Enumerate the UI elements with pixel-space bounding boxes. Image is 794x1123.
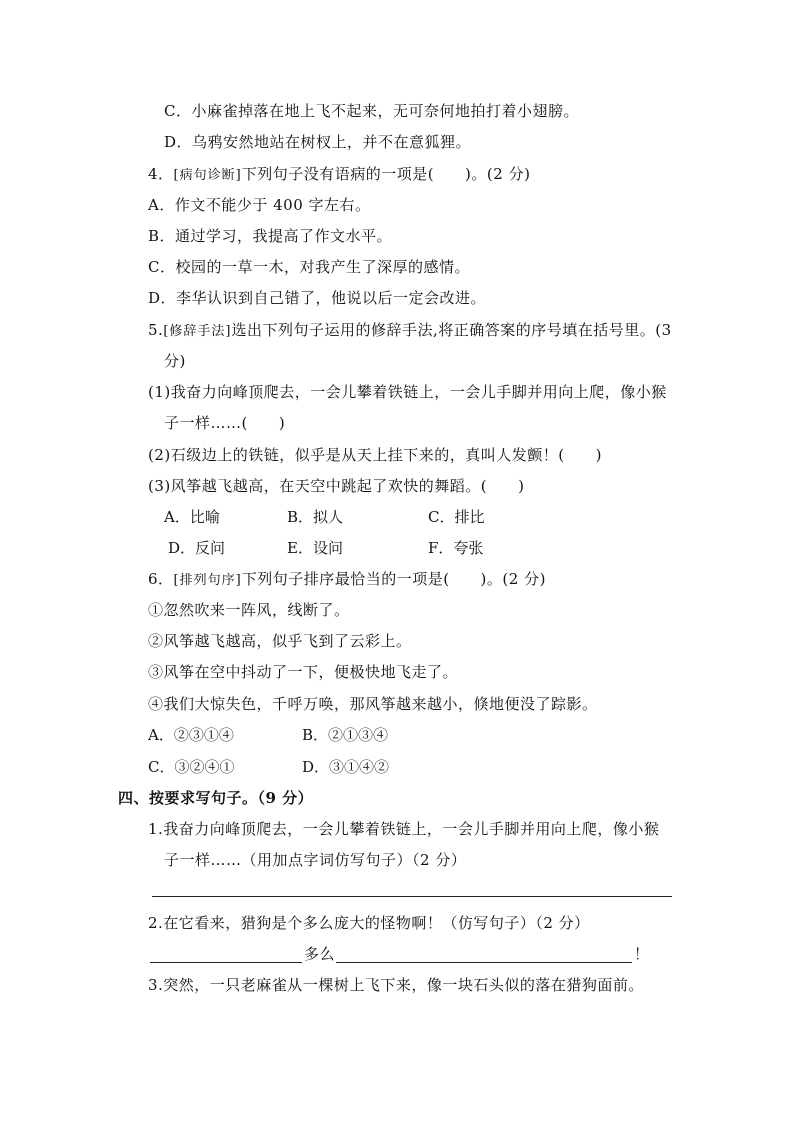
q5-tag: [修辞手法] <box>163 324 232 339</box>
q5-option-d: D．反问 <box>168 539 226 557</box>
q4-option-a: A．作文不能少于 400 字左右。 <box>148 196 371 214</box>
q5-sentence-1: (1)我奋力向峰顶爬去，一会儿攀着铁链上，一会儿手脚并用向上爬，像小猴 <box>148 383 667 401</box>
section-4-item-1: 1.我奋力向峰顶爬去，一会儿攀着铁链上，一会儿手脚并用向上爬，像小猴 <box>148 820 660 838</box>
q5-number: 5. <box>148 321 164 339</box>
q4-option-c: C．校园的一草一木，对我产生了深厚的感情。 <box>148 258 470 276</box>
q4-tag: [病句诊断] <box>173 168 242 183</box>
fill-in-exclamation: ！ <box>634 945 650 963</box>
q6-number: 6． <box>148 570 174 588</box>
q6-tag: [排列句序] <box>173 573 242 588</box>
q5-sentence-2: (2)石级边上的铁链，似乎是从天上挂下来的，真叫人发颤！( ) <box>148 446 602 464</box>
q5-option-e: E．设问 <box>287 539 343 557</box>
q6-option-d: D．③①④② <box>302 758 390 776</box>
section-4-item-1-continued: 子一样……（用加点字词仿写句子）（2 分） <box>164 851 467 869</box>
q6-sentence-4: ④我们大惊失色，千呼万唤，那风筝越来越小，倏地便没了踪影。 <box>148 695 598 713</box>
q4-number: 4． <box>148 165 174 183</box>
q5-question: 选出下列句子运用的修辞手法,将正确答案的序号填在括号里。(3 <box>231 321 672 339</box>
section-4-item-3: 3.突然，一只老麻雀从一棵树上飞下来，像一块石头似的落在猎狗面前。 <box>148 976 644 994</box>
section-4-heading: 四、按要求写句子。（9 分） <box>118 789 314 807</box>
q3-option-d: D．乌鸦安然地站在树杈上，并不在意狐狸。 <box>164 133 472 151</box>
fill-in-word-duome: 多么 <box>304 945 336 963</box>
q3-option-c: C．小麻雀掉落在地上飞不起来，无可奈何地拍打着小翅膀。 <box>164 102 579 120</box>
q4-option-b: B．通过学习，我提高了作文水平。 <box>148 227 393 245</box>
q5-sentence-3: (3)风筝越飞越高，在天空中跳起了欢快的舞蹈。( ) <box>148 477 525 495</box>
q5-stem-continued: 分) <box>164 352 186 370</box>
answer-line-1[interactable] <box>152 896 672 897</box>
q6-question: 下列句子排序最恰当的一项是( )。(2 分) <box>241 570 546 588</box>
q4-stem <box>148 163 530 187</box>
section-4-item-2: 2.在它看来，猎狗是个多么庞大的怪物啊！（仿写句子）（2 分） <box>148 914 590 932</box>
q5-sentence-1-continued: 子一样……( ) <box>164 414 286 432</box>
answer-blank-2b[interactable] <box>336 962 632 963</box>
q4-question: 下列句子没有语病的一项是( )。(2 分) <box>241 165 531 183</box>
q5-option-c: C．排比 <box>428 508 485 526</box>
q5-option-a: A．比喻 <box>164 508 220 526</box>
q6-sentence-2: ②风筝越飞越高，似乎飞到了云彩上。 <box>148 632 412 650</box>
q5-option-b: B．拟人 <box>287 508 344 526</box>
q4-option-d: D．李华认识到自己错了，他说以后一定会改进。 <box>148 289 487 307</box>
q5-option-f: F．夸张 <box>428 539 484 557</box>
q6-option-c: C．③②④① <box>148 758 235 776</box>
q6-option-a: A．②③①④ <box>148 726 234 744</box>
q5-stem <box>148 319 672 343</box>
q6-option-b: B．②①③④ <box>302 726 389 744</box>
q6-sentence-1: ①忽然吹来一阵风，线断了。 <box>148 601 350 619</box>
answer-blank-2a[interactable] <box>150 962 302 963</box>
q6-sentence-3: ③风筝在空中抖动了一下，便极快地飞走了。 <box>148 663 459 681</box>
q6-stem <box>148 568 546 592</box>
